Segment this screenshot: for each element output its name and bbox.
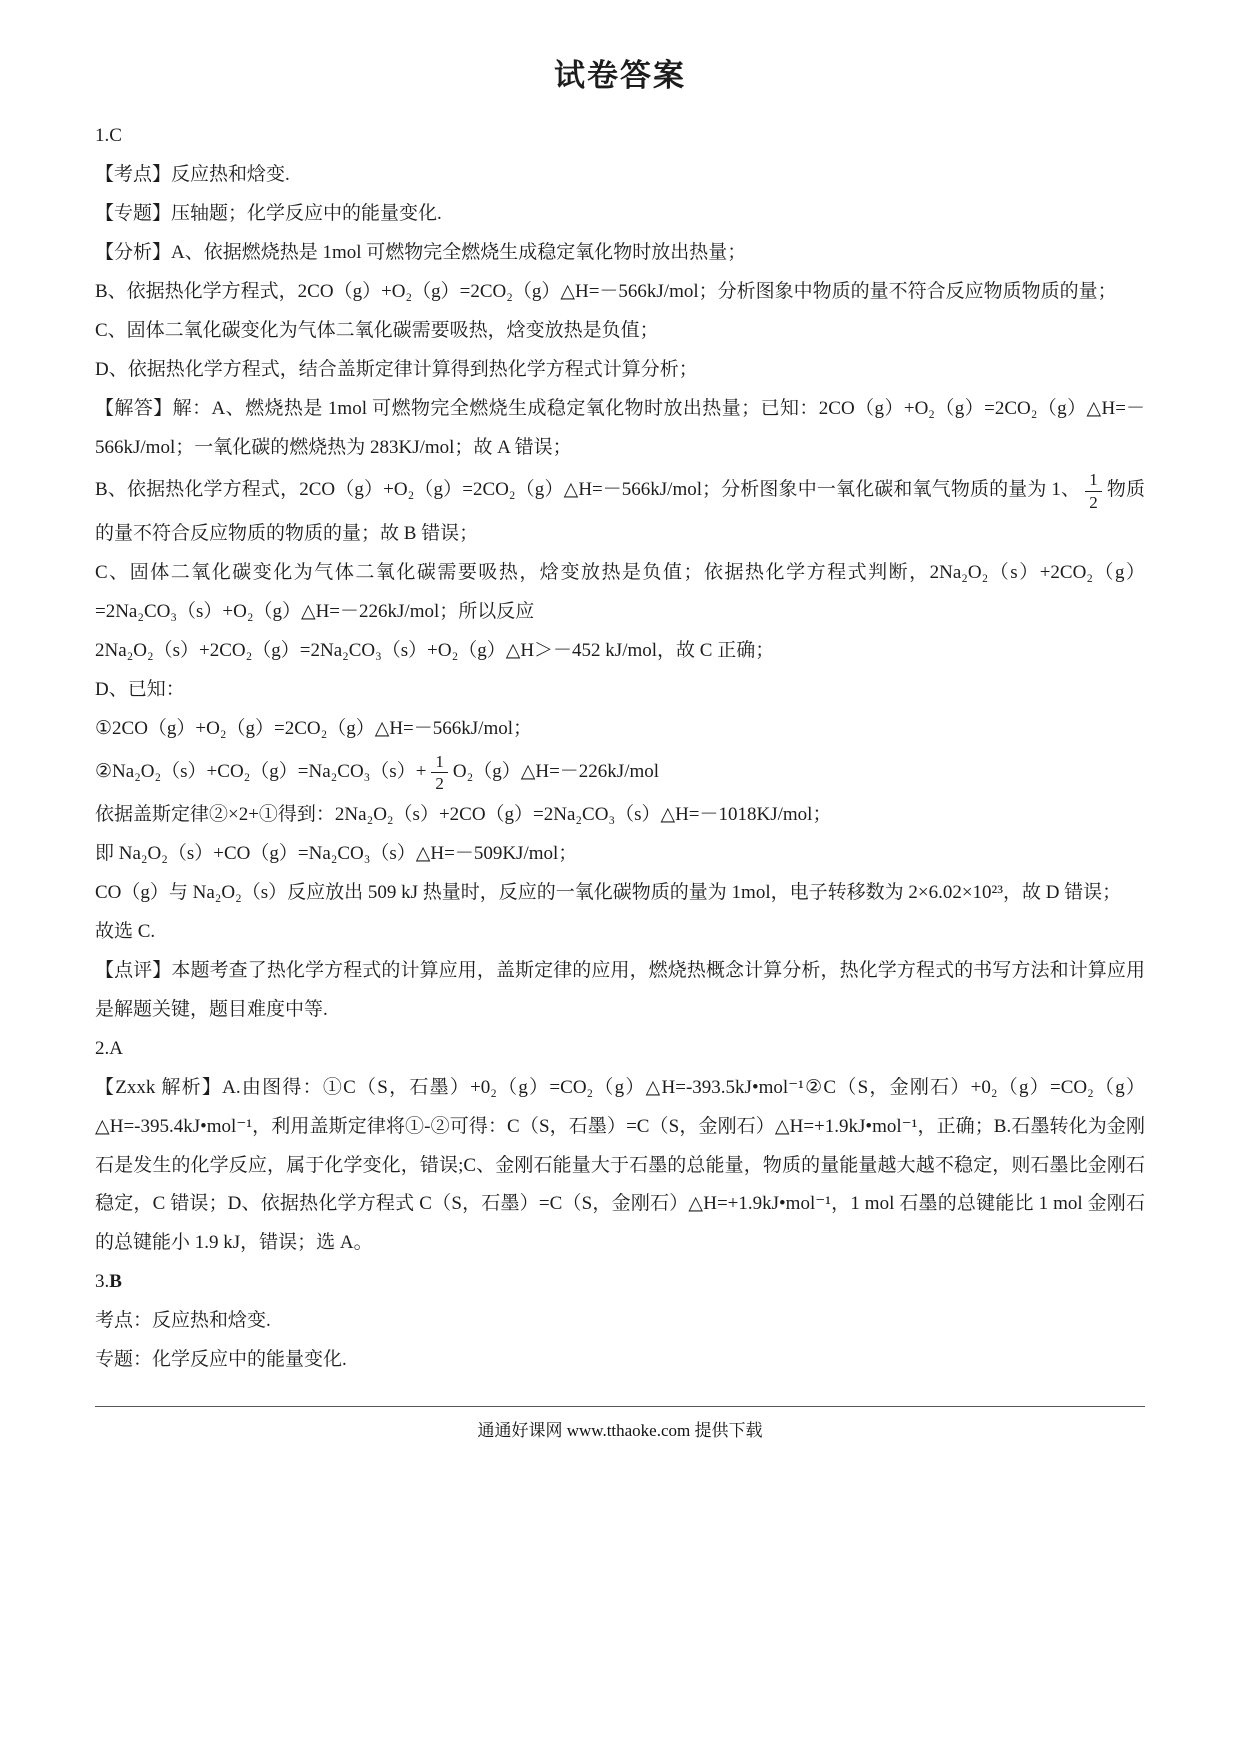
analysis-item-c: C、固体二氧化碳变化为气体二氧化碳需要吸热，焓变放热是负值； [95,319,659,341]
text-segment: B、依据热化学方程式，2CO（g）+O₂（g）=2CO₂（g）△H=－566kJ/mol；分析图象中一氧化碳和氧气物质的量为 1、 [95,479,1081,501]
text-segment: ②Na₂O₂（s）+CO₂（g）=Na₂CO₃（s）+ [95,760,427,782]
text-segment: 物质的量不符合反应物质的物质的量；故 B 错误； [95,479,1145,544]
equation-2 [95,749,1145,797]
final-choice-line: 故选 C. [95,920,156,942]
exam-point-3: 考点：反应热和焓变. [95,1310,271,1332]
fraction-denominator: 2 [435,773,444,793]
solution-item-c: C、固体二氧化碳变化为气体二氧化碳需要吸热，焓变放热是负值；依据热化学方程式判断，2Na₂O₂（s）+2CO₂（g）=2Na₂CO₃（s）+O₂（g）△H=－226kJ/mol；所以反应 [95,561,1145,622]
answer-2: 2.A [95,1037,123,1059]
footer-text: 通通好课网 www.tthaoke.com 提供下载 [477,1421,763,1441]
analysis-item-a: 【分析】A、依据燃烧热是 1mol 可燃物完全燃烧生成稳定氧化物时放出热量； [95,241,747,263]
page-footer [95,1406,1145,1441]
solution-item-b [95,467,1145,553]
fraction-numerator: 1 [431,751,448,773]
fraction-numerator: 1 [1085,469,1102,491]
answer-3-number: 3. [95,1271,110,1293]
page-title: 试卷答案 [554,58,686,93]
analysis-item-d: D、依据热化学方程式，结合盖斯定律计算得到热化学方程式计算分析； [95,358,698,380]
fraction-one-half [1085,469,1102,513]
electron-transfer-line: CO（g）与 Na₂O₂（s）反应放出 509 kJ 热量时，反应的一氧化碳物质的量为 1mol，电子转移数为 2×6.02×10²³，故 D 错误； [95,881,1122,903]
fraction-denominator: 2 [1089,492,1098,512]
answer-1: 1.C [95,125,122,146]
topic-3: 专题：化学反应中的能量变化. [95,1349,347,1371]
solution-item-d: D、已知： [95,678,185,700]
equation-line: 2Na₂O₂（s）+2CO₂（g）=2Na₂CO₃（s）+O₂（g）△H＞－452 kJ/mol，故 C 正确； [95,639,775,661]
exam-point-section: 【考点】反应热和焓变. [95,163,290,185]
hess-law-line: 依据盖斯定律②×2+①得到：2Na₂O₂（s）+2CO（g）=2Na₂CO₃（s）△H=－1018KJ/mol； [95,804,832,826]
solution-item-a: 【解答】解：A、燃烧热是 1mol 可燃物完全燃烧生成稳定氧化物时放出热量；已知：2CO（g）+O₂（g）=2CO₂（g）△H=－566kJ/mol；一氧化碳的燃烧热为 283KJ/mol；故 A 错误； [95,397,1145,458]
zxxk-analysis: 【Zxxk 解析】A.由图得：①C（S，石墨）+0₂（g）=CO₂（g）△H=-393.5kJ•mol⁻¹②C（S，金刚石）+0₂（g）=CO₂（g）△H=-395.4kJ•mol⁻¹，利用盖斯定律将①-②可得：C（S，石墨）=C（S，金刚石）△H=+1.9kJ•mol⁻¹，正确；B.石墨转化为金刚石是发生的化学反应，属于化学变化，错误;C、金刚石能量大于石墨的总能量，物质的量能量越大越不稳定，则石墨比金刚石稳定，C 错误；D、依据热化学方程式 C（S，石墨）=C（S，金刚石）△H=+1.9kJ•mol⁻¹，1 mol 石墨的总键能比 1 mol 金刚石的总键能小 1.9 kJ，错误；选 A。 [95,1076,1145,1254]
topic-section: 【专题】压轴题；化学反应中的能量变化. [95,202,442,224]
equation-result-line: 即 Na₂O₂（s）+CO（g）=Na₂CO₃（s）△H=－509KJ/mol； [95,843,578,864]
equation-1: ①2CO（g）+O₂（g）=2CO₂（g）△H=－566kJ/mol； [95,717,533,739]
text-segment: O₂（g）△H=－226kJ/mol [452,760,660,782]
answer-3-letter: B [109,1271,122,1293]
comment-section: 【点评】本题考查了热化学方程式的计算应用，盖斯定律的应用，燃烧热概念计算分析，热化学方程式的书写方法和计算应用是解题关键，题目难度中等. [95,959,1145,1020]
answer-3 [95,1263,1145,1302]
analysis-item-b: B、依据热化学方程式，2CO（g）+O₂（g）=2CO₂（g）△H=－566kJ/mol；分析图象中物质的量不符合反应物质物质的量； [95,280,1117,302]
fraction-one-half [431,751,448,795]
